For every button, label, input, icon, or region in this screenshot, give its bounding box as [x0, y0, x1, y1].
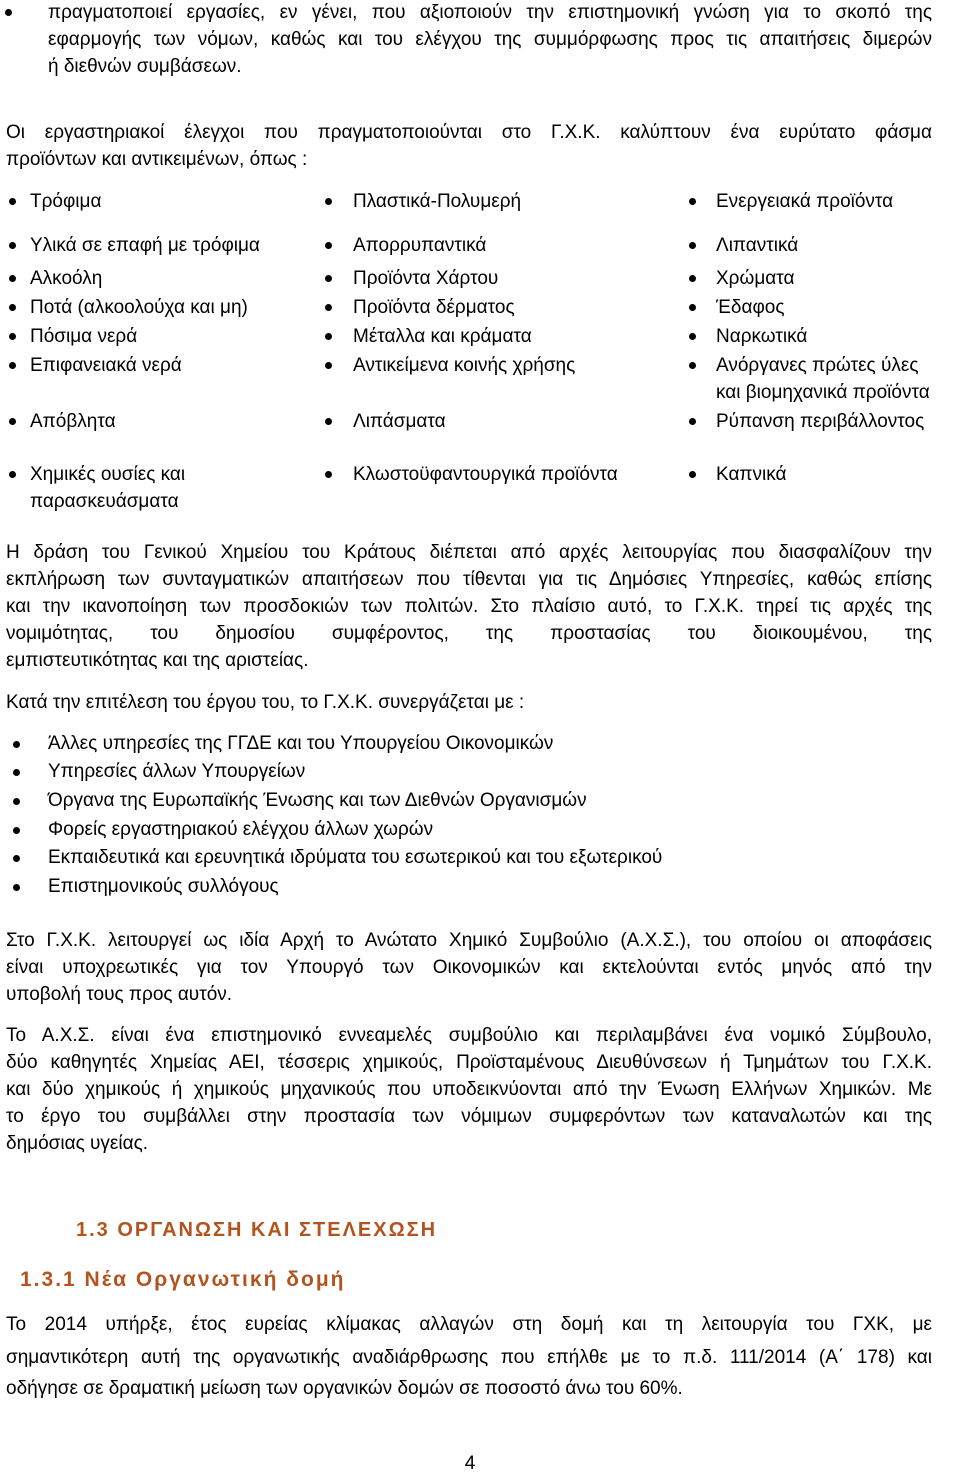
bullet-dot — [13, 884, 20, 891]
bullet-dot — [689, 242, 696, 249]
product-item: Απόβλητα — [30, 411, 116, 432]
product-item: Προϊόντα Χάρτου — [353, 268, 499, 289]
bullet-dot — [13, 855, 20, 862]
bullet-dot — [689, 304, 696, 311]
bullet-dot — [689, 198, 696, 205]
council-paragraph-line: είναι υποχρεωτικές για τον Υπουργό των Οικονομικών και εκτελούνται εντός μηνός από την — [6, 957, 932, 978]
bullet-dot — [325, 418, 332, 425]
product-item: Χρώματα — [716, 268, 795, 289]
axs-paragraph-line: το έργο του συμβάλλει στην προστασία των νόμιμων συμφερόντων των καταναλωτών και της — [6, 1106, 932, 1127]
subsection-heading: 1.3.1 Νέα Οργανωτική δομή — [20, 1268, 346, 1291]
partner-item: Επιστημονικούς συλλόγους — [48, 876, 279, 897]
bullet-dot — [689, 471, 696, 478]
reform-paragraph-line: Το 2014 υπήρξε, έτος ευρείας κλίμακας αλλαγών στη δομή και τη λειτουργία του ΓΧΚ, με — [6, 1314, 932, 1335]
product-item: Μέταλλα και κράματα — [353, 326, 532, 347]
bullet-dot — [13, 741, 20, 748]
labs-paragraph-line: προϊόντων και αντικειμένων, όπως : — [6, 149, 308, 170]
bullet-dot — [9, 275, 16, 282]
action-paragraph-line: νομιμότητας, του δημοσίου συμφέροντος, της προστασίας του διοικουμένου, της — [6, 623, 932, 644]
action-paragraph-line: Η δράση του Γενικού Χημείου του Κράτους διέπεται από αρχές λειτουργίας που διασφαλίζουν την — [6, 542, 932, 563]
partner-item: Άλλες υπηρεσίες της ΓΓΔΕ και του Υπουργείου Οικονομικών — [48, 733, 554, 754]
bullet-dot — [325, 333, 332, 340]
product-item: Ενεργειακά προϊόντα — [716, 191, 894, 212]
action-paragraph-line: εκπλήρωση των συνταγματικών απαιτήσεων που τίθενται για τις Δημόσιες Υπηρεσίες, καθώς επίσης — [6, 569, 932, 590]
intro-line: εφαρμογής των νόμων, καθώς και του ελέγχου της συμμόρφωσης προς τις απαιτήσεις διμερών — [48, 29, 932, 50]
product-item: Ναρκωτικά — [716, 326, 808, 347]
product-item: Ρύπανση περιβάλλοντος — [716, 411, 925, 432]
bullet-dot — [325, 242, 332, 249]
product-item: Πλαστικά-Πολυμερή — [353, 191, 522, 212]
product-item: Αλκοόλη — [30, 268, 103, 289]
labs-paragraph-line: Οι εργαστηριακοί έλεγχοι που πραγματοποιούνται στο Γ.Χ.Κ. καλύπτουν ένα ευρύτατο φάσμα — [6, 122, 932, 143]
product-item: Λιπάσματα — [353, 411, 446, 432]
action-paragraph-line: και την ικανοποίηση των προσδοκιών των πολιτών. Στο πλαίσιο αυτό, το Γ.Χ.Κ. τηρεί τις αρχές της — [6, 596, 932, 617]
product-item: Χημικές ουσίες και — [30, 464, 186, 485]
partner-item: Όργανα της Ευρωπαϊκής Ένωσης και των Διεθνών Οργανισμών — [48, 790, 587, 811]
reform-paragraph-line: σημαντικότερη αυτή της οργανωτικής αναδιάρθρωσης που επήλθε με το π.δ. 111/2014 (Α΄ 178) και — [6, 1347, 932, 1368]
axs-paragraph-line: και δύο χημικούς ή χημικούς μηχανικούς που υποδεικνύονται από την Ένωση Ελλήνων Χημικών. Με — [6, 1079, 932, 1100]
product-item: Αντικείμενα κοινής χρήσης — [353, 355, 576, 376]
bullet-dot — [9, 333, 16, 340]
product-item-cont: και βιομηχανικά προϊόντα — [716, 382, 930, 403]
product-item: Έδαφος — [716, 297, 785, 318]
axs-paragraph-line: Το Α.Χ.Σ. είναι ένα επιστημονικό εννεαμελές συμβούλιο και περιλαμβάνει ένα νομικό Σύμβουλο, — [6, 1025, 932, 1046]
product-item: Ποτά (αλκοολούχα και μη) — [30, 297, 248, 318]
bullet-dot — [13, 769, 20, 776]
bullet-dot — [9, 304, 16, 311]
product-item: Πόσιμα νερά — [30, 326, 138, 347]
product-item: Απορρυπαντικά — [353, 235, 487, 256]
product-item-cont: παρασκευάσματα — [30, 491, 179, 512]
council-paragraph-line: υποβολή τους προς αυτόν. — [6, 984, 233, 1005]
bullet-dot — [325, 198, 332, 205]
intro-line: πραγματοποιεί εργασίες, εν γένει, που αξιοποιούν την επιστημονική γνώση για το σκοπό της — [48, 2, 932, 23]
product-item: Υλικά σε επαφή με τρόφιμα — [30, 235, 260, 256]
bullet-dot — [689, 275, 696, 282]
bullet-dot — [325, 275, 332, 282]
partner-item: Υπηρεσίες άλλων Υπουργείων — [48, 761, 306, 782]
intro-line: ή διεθνών συμβάσεων. — [48, 56, 242, 77]
bullet-dot — [689, 362, 696, 369]
bullet-dot — [689, 333, 696, 340]
product-item: Λιπαντικά — [716, 235, 799, 256]
bullet-dot — [9, 242, 16, 249]
product-item: Ανόργανες πρώτες ύλες — [716, 355, 919, 376]
product-item: Προϊόντα δέρματος — [353, 297, 515, 318]
axs-paragraph-line: δημόσιας υγείας. — [6, 1133, 149, 1154]
product-item: Κλωστοϋφαντουργικά προϊόντα — [353, 464, 618, 485]
axs-paragraph-line: δύο καθηγητές Χημείας ΑΕΙ, τέσσερις χημικούς, Προϊσταμένους Διευθύνσεων ή Τμημάτων του Γ.Χ.Κ. — [6, 1052, 932, 1073]
partner-item: Εκπαιδευτικά και ερευνητικά ιδρύματα του εσωτερικού και του εξωτερικού — [48, 847, 663, 868]
product-item: Επιφανειακά νερά — [30, 355, 182, 376]
page-number: 4 — [464, 1453, 476, 1474]
bullet-dot — [9, 471, 16, 478]
section-heading: 1.3 ΟΡΓΑΝΩΣΗ ΚΑΙ ΣΤΕΛΕΧΩΣΗ — [76, 1219, 438, 1241]
bullet-dot — [13, 827, 20, 834]
bullet-dot — [325, 362, 332, 369]
bullet-dot — [325, 471, 332, 478]
bullet-dot — [689, 418, 696, 425]
bullet-dot — [9, 198, 16, 205]
cooperation-intro: Κατά την επιτέλεση του έργου του, το Γ.Χ.Κ. συνεργάζεται με : — [6, 692, 525, 713]
council-paragraph-line: Στο Γ.Χ.Κ. λειτουργεί ως ιδία Αρχή το Ανώτατο Χημικό Συμβούλιο (Α.Χ.Σ.), του οποίου οι αποφάσεις — [6, 930, 932, 951]
action-paragraph-line: εμπιστευτικότητας και της αριστείας. — [6, 650, 309, 671]
bullet-dot — [9, 362, 16, 369]
partner-item: Φορείς εργαστηριακού ελέγχου άλλων χωρών — [48, 819, 434, 840]
product-item: Καπνικά — [716, 464, 787, 485]
bullet-dot — [325, 304, 332, 311]
product-item: Τρόφιμα — [30, 191, 102, 212]
intro-bullet — [5, 9, 12, 16]
reform-paragraph-line: οδήγησε σε δραματική μείωση των οργανικών δομών σε ποσοστό άνω του 60%. — [6, 1378, 683, 1399]
bullet-dot — [13, 798, 20, 805]
bullet-dot — [9, 418, 16, 425]
